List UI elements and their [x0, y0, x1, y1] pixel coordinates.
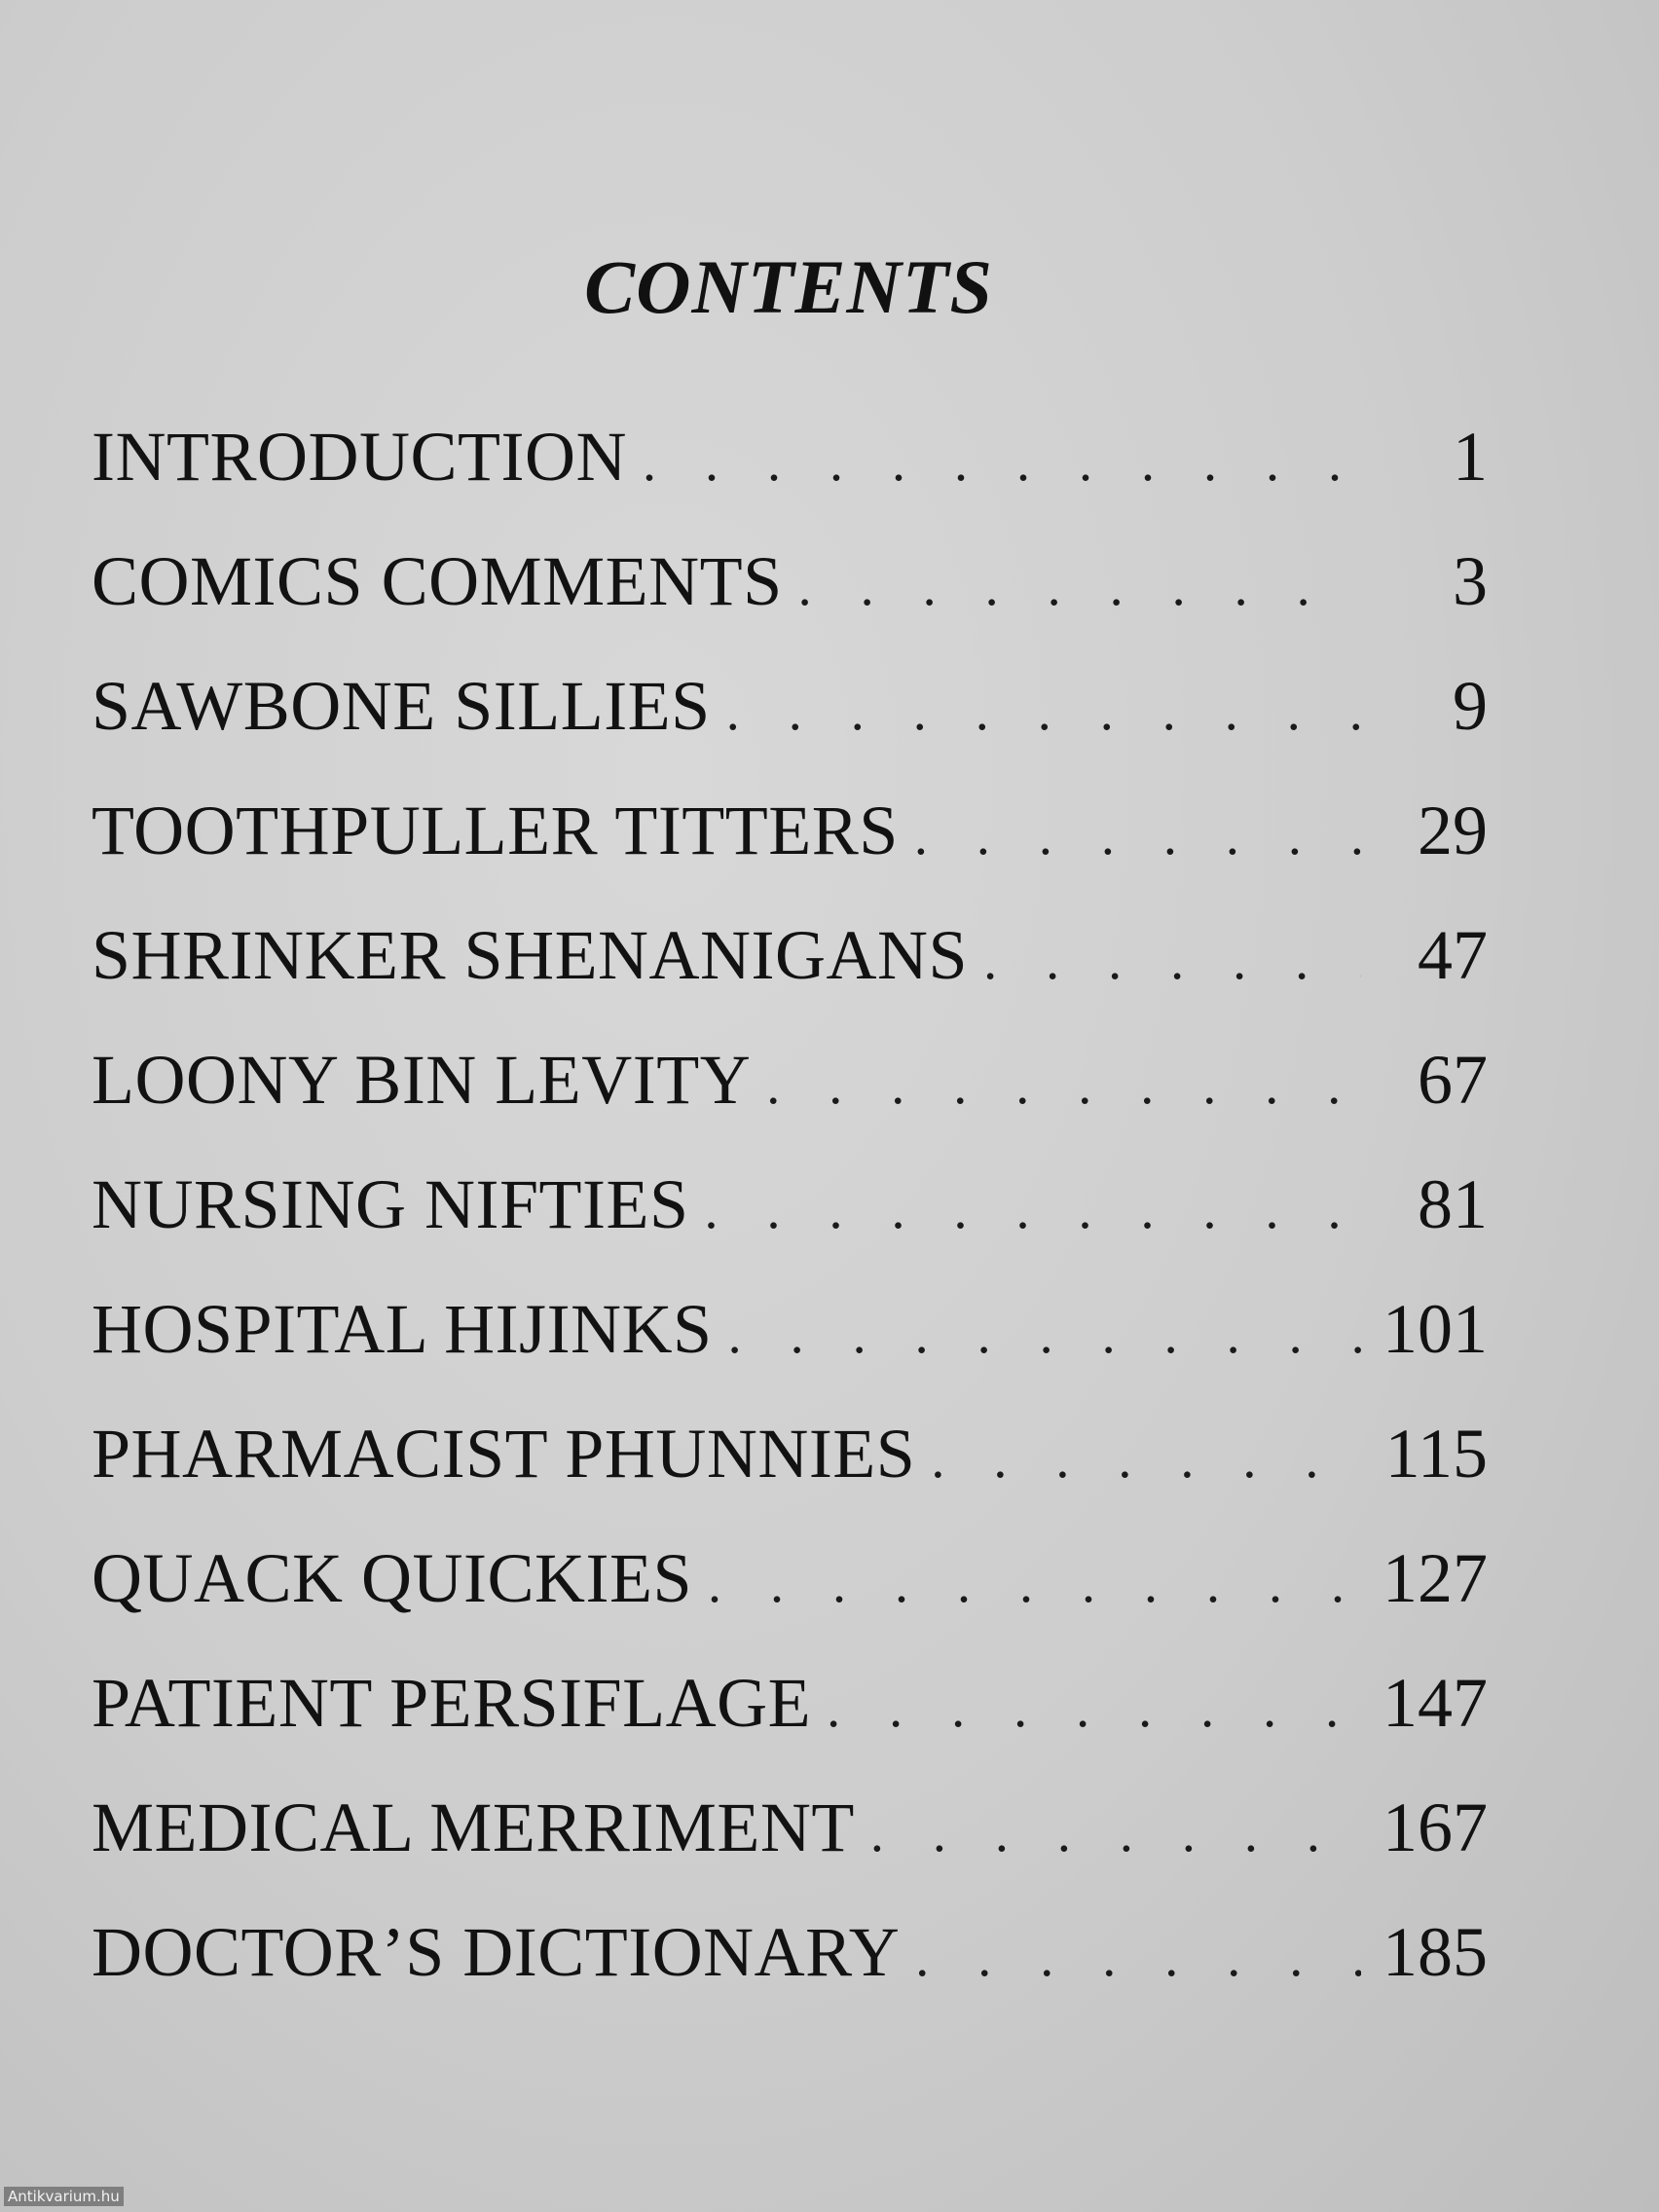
toc-entry-page: 29	[1418, 792, 1488, 869]
toc-entry-shrinker-shenanigans	[92, 915, 1488, 1040]
contents-heading: CONTENTS	[584, 244, 993, 329]
toc-entry-loony-bin-levity	[92, 1040, 1488, 1164]
dot-leader	[643, 431, 1361, 494]
toc-entry-title: LOONY BIN LEVITY	[92, 1041, 752, 1119]
toc-entry-page: 9	[1453, 667, 1488, 745]
toc-entry-page: 47	[1418, 916, 1488, 994]
toc-entry-title: SAWBONE SILLIES	[92, 667, 711, 745]
toc-entry-title: HOSPITAL HIJINKS	[92, 1290, 713, 1368]
toc-entry-page: 185	[1382, 1913, 1488, 1991]
dot-leader	[726, 681, 1361, 743]
dot-leader	[870, 1802, 1361, 1864]
toc-entry-doctors-dictionary	[92, 1912, 1488, 2037]
toc-entry-title: INTRODUCTION	[92, 418, 627, 496]
toc-entry-page: 127	[1382, 1539, 1488, 1617]
toc-entry-nursing-nifties	[92, 1164, 1488, 1289]
toc-entry-title: TOOTHPULLER TITTERS	[92, 792, 899, 869]
dot-leader	[827, 1677, 1361, 1740]
toc-entry-toothpuller-titters	[92, 791, 1488, 915]
dot-leader	[915, 1927, 1361, 1989]
toc-entry-sawbone-sillies	[92, 666, 1488, 791]
table-of-contents	[92, 417, 1488, 2037]
dot-leader	[798, 556, 1361, 618]
toc-entry-page: 101	[1382, 1290, 1488, 1368]
toc-entry-page: 1	[1453, 418, 1488, 496]
toc-entry-pharmacist-phunnies	[92, 1414, 1488, 1538]
toc-entry-hospital-hijinks	[92, 1289, 1488, 1414]
watermark: Antikvarium.hu	[4, 2187, 124, 2206]
dot-leader	[708, 1553, 1361, 1615]
dot-leader	[766, 1054, 1361, 1117]
dot-leader	[705, 1179, 1361, 1241]
dot-leader	[728, 1304, 1361, 1366]
toc-entry-page: 115	[1384, 1415, 1488, 1493]
toc-entry-page: 3	[1453, 542, 1488, 620]
toc-entry-title: SHRINKER SHENANIGANS	[92, 916, 969, 994]
toc-entry-title: COMICS COMMENTS	[92, 542, 783, 620]
toc-entry-quack-quickies	[92, 1538, 1488, 1663]
toc-entry-title: MEDICAL MERRIMENT	[92, 1788, 855, 1866]
dot-leader	[931, 1428, 1361, 1491]
toc-entry-page: 167	[1382, 1788, 1488, 1866]
toc-entry-title: DOCTOR’S DICTIONARY	[92, 1913, 901, 1991]
toc-entry-page: 81	[1418, 1165, 1488, 1243]
toc-entry-introduction	[92, 417, 1488, 541]
dot-leader	[983, 930, 1361, 992]
toc-entry-title: QUACK QUICKIES	[92, 1539, 692, 1617]
toc-entry-comics-comments	[92, 541, 1488, 666]
toc-entry-patient-persiflage	[92, 1663, 1488, 1788]
toc-entry-title: PATIENT PERSIFLAGE	[92, 1664, 812, 1742]
toc-entry-page: 67	[1418, 1041, 1488, 1119]
dot-leader	[914, 805, 1361, 867]
toc-entry-title: PHARMACIST PHUNNIES	[92, 1415, 916, 1493]
toc-entry-medical-merriment	[92, 1788, 1488, 1912]
toc-entry-page: 147	[1382, 1664, 1488, 1742]
toc-entry-title: NURSING NIFTIES	[92, 1165, 689, 1243]
